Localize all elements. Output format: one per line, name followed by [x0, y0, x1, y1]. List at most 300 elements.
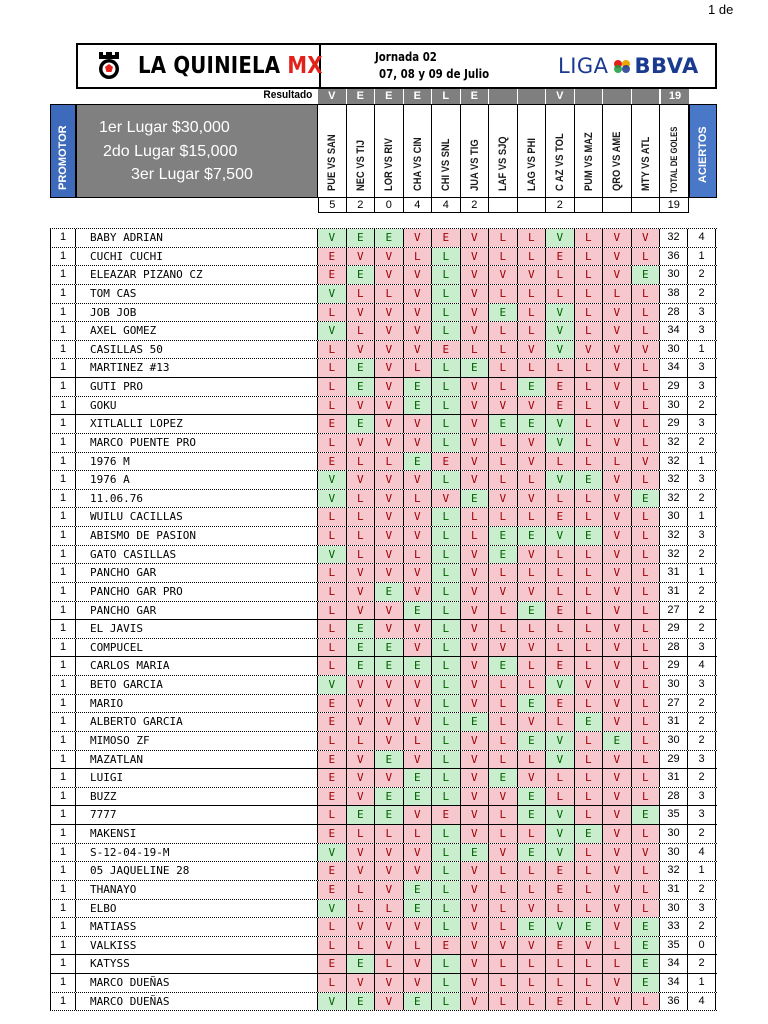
table-row: [50, 453, 717, 472]
pick-cell: L: [632, 620, 661, 638]
resultado-cell: V: [318, 89, 347, 104]
table-row: [50, 229, 717, 248]
pick-cell: L: [489, 918, 518, 936]
table-row: [50, 751, 717, 770]
pick-cell: V: [603, 769, 632, 787]
player-name: MAKENSI: [76, 825, 318, 843]
match-header-label: LOR VS RIV: [383, 138, 395, 191]
pick-cell: L: [632, 751, 661, 769]
total-goals-cell: 35: [660, 806, 688, 824]
player-name: 7777: [76, 806, 318, 824]
aciertos-cell: 2: [688, 285, 716, 303]
pick-cell: L: [575, 620, 604, 638]
pick-cell: V: [404, 266, 433, 284]
pick-cell: L: [489, 695, 518, 713]
pick-cell: V: [404, 341, 433, 359]
pick-cell: L: [632, 304, 661, 322]
pick-cell: L: [489, 508, 518, 526]
pick-cell: L: [575, 806, 604, 824]
pick-cell: V: [347, 434, 376, 452]
promotor-cell: 1: [50, 378, 76, 396]
pick-cell: L: [518, 955, 547, 973]
pick-cell: L: [489, 713, 518, 731]
pick-cell: E: [546, 862, 575, 880]
pick-cell: L: [575, 415, 604, 433]
pick-cell: L: [432, 844, 461, 862]
pick-cell: L: [518, 993, 547, 1011]
aciertos-cell: 3: [688, 322, 716, 340]
player-name: XITLALLI LOPEZ: [76, 415, 318, 433]
pick-cell: V: [375, 248, 404, 266]
pick-cell: V: [603, 844, 632, 862]
pick-cell: E: [347, 639, 376, 657]
pick-cell: V: [461, 266, 490, 284]
total-goals-cell: 31: [660, 564, 688, 582]
pick-cell: L: [575, 304, 604, 322]
table-row: [50, 974, 717, 993]
pick-cell: V: [546, 434, 575, 452]
promotor-cell: 1: [50, 676, 76, 694]
table-row: [50, 881, 717, 900]
total-goals-cell: 30: [660, 676, 688, 694]
pick-cell: V: [461, 881, 490, 899]
pick-cell: V: [347, 471, 376, 489]
pick-cell: E: [318, 248, 347, 266]
pick-cell: L: [632, 359, 661, 377]
pick-cell: V: [318, 285, 347, 303]
pick-cell: L: [632, 248, 661, 266]
pick-cell: L: [432, 359, 461, 377]
pick-cell: V: [518, 453, 547, 471]
promotor-cell: 1: [50, 788, 76, 806]
pick-cell: V: [603, 974, 632, 992]
player-name: ELBO: [76, 900, 318, 918]
pick-cell: L: [489, 862, 518, 880]
pick-cell: L: [432, 769, 461, 787]
pick-cell: L: [432, 620, 461, 638]
pick-cell: E: [632, 937, 661, 955]
pick-cell: L: [518, 564, 547, 582]
pick-cell: E: [632, 490, 661, 508]
pick-cell: E: [347, 415, 376, 433]
pick-cell: L: [632, 862, 661, 880]
aciertos-cell: 2: [688, 695, 716, 713]
aciertos-cell: 1: [688, 974, 716, 992]
pick-cell: E: [461, 713, 490, 731]
pick-cell: L: [432, 583, 461, 601]
pick-cell: V: [603, 304, 632, 322]
pick-cell: V: [375, 359, 404, 377]
pick-cell: E: [518, 527, 547, 545]
pick-cell: L: [575, 993, 604, 1011]
total-goals-cell: 28: [660, 788, 688, 806]
total-goals-cell: 32: [660, 490, 688, 508]
promotor-cell: 1: [50, 434, 76, 452]
goals-cell: 4: [432, 198, 461, 212]
promotor-cell: 1: [50, 583, 76, 601]
pick-cell: L: [518, 862, 547, 880]
pick-cell: V: [575, 341, 604, 359]
pick-cell: V: [404, 639, 433, 657]
pick-cell: L: [575, 266, 604, 284]
table-row: [50, 713, 717, 732]
pick-cell: L: [489, 676, 518, 694]
total-goals-cell: 32: [660, 229, 688, 247]
pick-cell: L: [575, 788, 604, 806]
pick-cell: L: [518, 508, 547, 526]
pick-cell: V: [603, 993, 632, 1011]
pick-cell: V: [404, 918, 433, 936]
pick-cell: V: [603, 751, 632, 769]
total-goals-cell: 30: [660, 900, 688, 918]
aciertos-cell: 3: [688, 415, 716, 433]
pick-cell: E: [575, 713, 604, 731]
player-name: ELEAZAR PIZANO CZ: [76, 266, 318, 284]
pick-cell: V: [375, 918, 404, 936]
pick-cell: V: [603, 788, 632, 806]
aciertos-cell: 3: [688, 359, 716, 377]
goals-cell: [575, 198, 604, 212]
pick-cell: L: [518, 881, 547, 899]
match-header-label: CHI VS SNL: [440, 138, 452, 191]
pick-cell: L: [575, 397, 604, 415]
pick-cell: V: [546, 825, 575, 843]
pick-cell: L: [518, 974, 547, 992]
total-goals-cell: 28: [660, 304, 688, 322]
pick-cell: L: [546, 266, 575, 284]
pick-cell: V: [546, 341, 575, 359]
aciertos-cell: 2: [688, 266, 716, 284]
pick-cell: V: [375, 676, 404, 694]
total-goals-cell: 31: [660, 583, 688, 601]
match-header: [603, 105, 632, 197]
pick-cell: V: [603, 322, 632, 340]
aciertos-cell: 1: [688, 508, 716, 526]
pick-cell: L: [546, 769, 575, 787]
pick-cell: L: [489, 806, 518, 824]
pick-cell: V: [404, 695, 433, 713]
pick-cell: V: [518, 937, 547, 955]
pick-cell: L: [318, 359, 347, 377]
match-header: [632, 105, 661, 197]
pick-cell: V: [461, 974, 490, 992]
pick-cell: L: [518, 304, 547, 322]
player-name: LUIGI: [76, 769, 318, 787]
pick-cell: V: [318, 844, 347, 862]
pick-cell: V: [489, 266, 518, 284]
total-goals-cell: 31: [660, 713, 688, 731]
pick-cell: V: [603, 527, 632, 545]
pick-cell: E: [432, 937, 461, 955]
pick-cell: E: [489, 415, 518, 433]
pick-cell: V: [518, 266, 547, 284]
pick-cell: V: [318, 229, 347, 247]
pick-cell: E: [546, 602, 575, 620]
player-name: PANCHO GAR: [76, 564, 318, 582]
pick-cell: L: [546, 788, 575, 806]
pick-cell: E: [347, 359, 376, 377]
pick-cell: L: [489, 471, 518, 489]
pick-cell: V: [632, 844, 661, 862]
pick-cell: V: [347, 751, 376, 769]
table-row: [50, 602, 717, 621]
pick-cell: L: [318, 937, 347, 955]
goals-cell: [518, 198, 547, 212]
promotor-cell: 1: [50, 471, 76, 489]
pick-cell: E: [347, 266, 376, 284]
pick-cell: E: [603, 732, 632, 750]
pick-cell: V: [546, 322, 575, 340]
pick-cell: L: [432, 378, 461, 396]
promotor-cell: 1: [50, 285, 76, 303]
pick-cell: L: [432, 955, 461, 973]
page-number: 1 de: [708, 2, 734, 17]
promotor-cell: 1: [50, 397, 76, 415]
pick-cell: V: [404, 527, 433, 545]
pick-cell: V: [461, 378, 490, 396]
goals-cell: 5: [318, 198, 347, 212]
pick-cell: V: [461, 955, 490, 973]
aciertos-cell: 1: [688, 248, 716, 266]
total-goals-cell: 28: [660, 639, 688, 657]
match-headers: [318, 104, 689, 198]
aciertos-cell: 4: [688, 657, 716, 675]
pick-cell: V: [603, 862, 632, 880]
pick-cell: V: [404, 974, 433, 992]
pick-cell: L: [546, 620, 575, 638]
pick-cell: E: [318, 695, 347, 713]
pick-cell: V: [546, 415, 575, 433]
aciertos-cell: 2: [688, 825, 716, 843]
resultado-cell: [575, 89, 604, 104]
pick-cell: L: [318, 397, 347, 415]
pick-cell: E: [632, 806, 661, 824]
total-goals-cell: 30: [660, 266, 688, 284]
pick-cell: E: [404, 788, 433, 806]
aciertos-cell: 2: [688, 583, 716, 601]
pick-cell: L: [432, 471, 461, 489]
table-row: [50, 900, 717, 919]
pick-cell: L: [461, 527, 490, 545]
pick-cell: L: [318, 918, 347, 936]
pick-cell: V: [489, 490, 518, 508]
aciertos-cell: 1: [688, 341, 716, 359]
pick-cell: V: [603, 415, 632, 433]
promotor-cell: 1: [50, 266, 76, 284]
pick-cell: L: [347, 900, 376, 918]
pick-cell: L: [632, 546, 661, 564]
table-row: [50, 471, 717, 490]
pick-cell: E: [347, 657, 376, 675]
pick-cell: L: [575, 602, 604, 620]
promotor-cell: 1: [50, 657, 76, 675]
aciertos-cell: 2: [688, 713, 716, 731]
pick-cell: E: [546, 993, 575, 1011]
pick-cell: E: [575, 825, 604, 843]
pick-cell: V: [603, 248, 632, 266]
table-row: [50, 955, 717, 974]
pick-cell: V: [461, 248, 490, 266]
pick-cell: E: [432, 229, 461, 247]
pick-cell: L: [318, 341, 347, 359]
pick-cell: E: [404, 881, 433, 899]
pick-cell: L: [347, 508, 376, 526]
promotor-header: PROMOTOR: [50, 104, 76, 198]
pick-cell: V: [461, 583, 490, 601]
match-header: [318, 105, 347, 197]
total-goals-cell: 31: [660, 881, 688, 899]
total-goals-cell: 29: [660, 657, 688, 675]
pick-cell: L: [489, 974, 518, 992]
pick-cell: V: [318, 322, 347, 340]
total-goals-cell: 30: [660, 825, 688, 843]
pick-cell: L: [347, 546, 376, 564]
pick-cell: L: [432, 993, 461, 1011]
aciertos-cell: 4: [688, 229, 716, 247]
pick-cell: L: [432, 639, 461, 657]
total-goals-cell: 30: [660, 508, 688, 526]
aciertos-cell: 2: [688, 732, 716, 750]
pick-cell: V: [375, 937, 404, 955]
liga-logo: LIGA BBVA: [558, 54, 699, 78]
pick-cell: V: [404, 620, 433, 638]
pick-cell: V: [546, 471, 575, 489]
pick-cell: L: [575, 359, 604, 377]
match-header: [489, 105, 518, 197]
match-header-label: CHA VS CIN: [411, 137, 424, 191]
pick-cell: V: [404, 434, 433, 452]
pick-cell: V: [461, 751, 490, 769]
table-row: [50, 527, 717, 546]
pick-cell: E: [575, 471, 604, 489]
pick-cell: V: [603, 639, 632, 657]
total-goals-cell: 32: [660, 862, 688, 880]
pick-cell: V: [461, 862, 490, 880]
pick-cell: V: [318, 900, 347, 918]
player-name: MARTINEZ #13: [76, 359, 318, 377]
aciertos-cell: 4: [688, 844, 716, 862]
pick-cell: V: [489, 937, 518, 955]
pick-cell: L: [546, 583, 575, 601]
pick-cell: V: [404, 676, 433, 694]
pick-cell: V: [603, 397, 632, 415]
pick-cell: V: [375, 732, 404, 750]
pick-cell: V: [603, 378, 632, 396]
resultado-label: Resultado: [263, 89, 313, 101]
pick-cell: V: [375, 602, 404, 620]
total-goals-cell: 33: [660, 918, 688, 936]
pick-cell: V: [632, 229, 661, 247]
soccer-ball-icon: [96, 51, 122, 81]
pick-cell: L: [432, 788, 461, 806]
pick-cell: V: [461, 695, 490, 713]
pick-cell: L: [318, 378, 347, 396]
pick-cell: V: [375, 378, 404, 396]
picks-table: [50, 228, 717, 1011]
player-name: ABISMO DE PASION: [76, 527, 318, 545]
pick-cell: L: [632, 732, 661, 750]
total-goals-cell: 30: [660, 341, 688, 359]
pick-cell: L: [632, 900, 661, 918]
brand-name: LA QUINIELA MX: [138, 53, 323, 79]
pick-cell: E: [318, 769, 347, 787]
player-name: 1976 M: [76, 453, 318, 471]
total-goals-cell: 29: [660, 751, 688, 769]
pick-cell: L: [632, 397, 661, 415]
table-row: [50, 676, 717, 695]
promotor-cell: 1: [50, 732, 76, 750]
pick-cell: V: [603, 583, 632, 601]
player-name: MARCO DUEÑAS: [76, 993, 318, 1011]
pick-cell: L: [575, 378, 604, 396]
total-goles-label: TOTAL DE GOLES: [669, 126, 679, 193]
pick-cell: L: [432, 304, 461, 322]
pick-cell: V: [404, 806, 433, 824]
pick-cell: V: [518, 769, 547, 787]
promotor-cell: 1: [50, 825, 76, 843]
pick-cell: L: [489, 359, 518, 377]
pick-cell: E: [632, 266, 661, 284]
pick-cell: V: [404, 751, 433, 769]
pick-cell: V: [404, 583, 433, 601]
pick-cell: V: [375, 415, 404, 433]
pick-cell: L: [432, 602, 461, 620]
goals-cell: 2: [546, 198, 575, 212]
player-name: 11.06.76: [76, 490, 318, 508]
player-name: CASILLAS 50: [76, 341, 318, 359]
pick-cell: V: [347, 695, 376, 713]
player-name: S-12-04-19-M: [76, 844, 318, 862]
pick-cell: E: [489, 304, 518, 322]
pick-cell: L: [632, 769, 661, 787]
pick-cell: L: [546, 285, 575, 303]
pick-cell: V: [375, 769, 404, 787]
table-row: [50, 937, 717, 956]
aciertos-cell: 3: [688, 378, 716, 396]
pick-cell: V: [347, 304, 376, 322]
pick-cell: L: [347, 825, 376, 843]
promotor-cell: 1: [50, 844, 76, 862]
player-name: PANCHO GAR PRO: [76, 583, 318, 601]
pick-cell: L: [432, 266, 461, 284]
pick-cell: L: [632, 602, 661, 620]
aciertos-cell: 2: [688, 397, 716, 415]
jornada-title: Jornada 02: [375, 50, 437, 64]
pick-cell: L: [575, 490, 604, 508]
match-header: [432, 105, 461, 197]
table-row: [50, 788, 717, 807]
total-goals-cell: 32: [660, 453, 688, 471]
pick-cell: L: [432, 434, 461, 452]
pick-cell: V: [603, 657, 632, 675]
pick-cell: L: [575, 657, 604, 675]
brand-logo-cell: [78, 45, 321, 87]
pick-cell: L: [489, 993, 518, 1011]
pick-cell: V: [603, 266, 632, 284]
pick-cell: L: [632, 676, 661, 694]
pick-cell: V: [404, 322, 433, 340]
pick-cell: V: [375, 471, 404, 489]
promotor-cell: 1: [50, 602, 76, 620]
table-row: [50, 993, 717, 1012]
prizes-panel: [76, 104, 318, 198]
pick-cell: V: [375, 564, 404, 582]
promotor-cell: 1: [50, 974, 76, 992]
promotor-cell: 1: [50, 769, 76, 787]
pick-cell: E: [318, 862, 347, 880]
pick-cell: L: [632, 564, 661, 582]
pick-cell: E: [404, 657, 433, 675]
